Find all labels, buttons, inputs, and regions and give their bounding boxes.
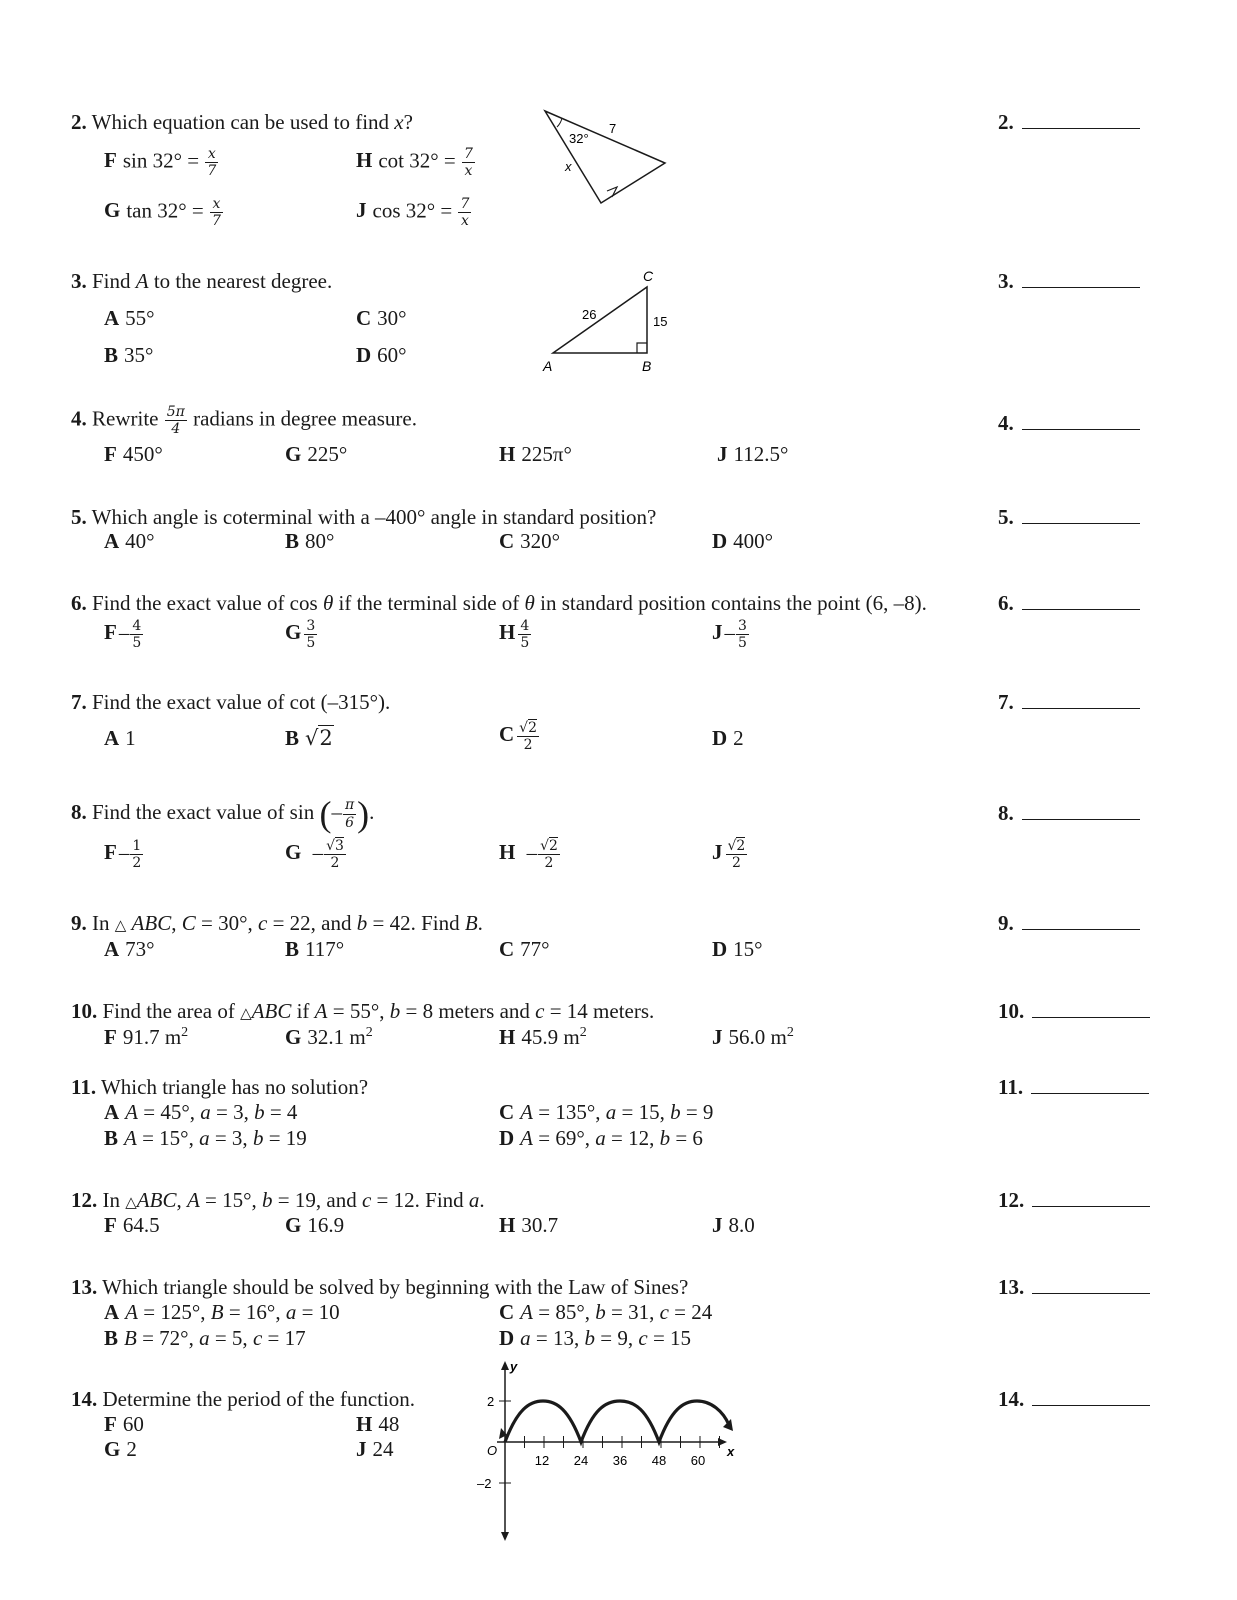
q6-option-h[interactable]: H $\frac{4}{5}$ — [499, 618, 530, 652]
question-11-stem: 11. Which triangle has no solution? — [71, 1075, 369, 1099]
question-12-stem: 12. In △ABC, A = 15°, b = 19, and c = 12. Find a. — [71, 1188, 485, 1212]
right-angle-mark — [637, 343, 647, 353]
answer-blank-5[interactable]: 5. — [998, 507, 1140, 528]
vertex-a-label: A — [543, 358, 553, 374]
q14-option-j[interactable]: J 24 — [356, 1437, 394, 1461]
y-label-neg2: –2 — [477, 1476, 492, 1491]
x-tick-label: 36 — [612, 1453, 628, 1468]
option-text: sin 32° = — [122, 148, 200, 173]
q4-option-h[interactable]: H 225π° — [499, 442, 572, 466]
q7-option-d[interactable]: D 2 — [712, 726, 744, 750]
question-4-stem: 4. Rewrite $\frac{5\pi}{4}$ radians in degree measure. — [71, 404, 417, 438]
q8-option-f[interactable]: F– $\frac{1}{2}$ — [104, 838, 142, 872]
question-7-stem: 7. Find the exact value of cot (–315°). — [71, 690, 391, 714]
answer-blank-9[interactable]: 9. — [998, 913, 1140, 934]
q2-option-h[interactable] — [356, 146, 476, 179]
q12-option-g[interactable]: G 16.9 — [285, 1213, 345, 1237]
q14-graph — [465, 1355, 755, 1545]
question-13-stem: 13. Which triangle should be solved by beginning with the Law of Sines? — [71, 1275, 689, 1299]
answer-blank-12[interactable]: 12. — [998, 1190, 1150, 1211]
q3-option-d[interactable]: D 60° — [356, 343, 407, 367]
q6-option-f[interactable]: F– $\frac{4}{5}$ — [104, 618, 142, 652]
option-letter: H — [356, 148, 373, 173]
y-axis-label: y — [510, 1359, 518, 1374]
option-letter: G — [104, 198, 121, 223]
answer-blank-10[interactable]: 10. — [998, 1001, 1150, 1022]
q2-option-g[interactable] — [104, 196, 224, 229]
x-tick-label: 60 — [690, 1453, 706, 1468]
q3-option-b[interactable]: B 35° — [104, 343, 154, 367]
triangle-outline — [553, 287, 647, 353]
q7-option-a[interactable]: A 1 — [104, 726, 136, 750]
q11-option-b[interactable]: B A = 15°, a = 3, b = 19 — [104, 1126, 307, 1150]
x-tick-label: 24 — [573, 1453, 589, 1468]
question-3-stem: 3. Find A to the nearest degree. — [71, 269, 333, 293]
hypotenuse-label: 26 — [582, 307, 597, 322]
answer-blank-7[interactable]: 7. — [998, 692, 1140, 713]
question-6-stem: 6. Find the exact value of cos θ if the terminal side of θ in standard position contains the point (6, –8). — [71, 591, 927, 615]
answer-blank-14[interactable]: 14. — [998, 1389, 1150, 1410]
q9-option-b[interactable]: B 117° — [285, 937, 345, 961]
question-9-stem: 9. In △ ABC, C = 30°, c = 22, and b = 42. Find B. — [71, 911, 483, 935]
option-text: cot 32° = — [378, 148, 456, 173]
q8-option-h[interactable]: H – $\frac{√2}{2}$ — [499, 838, 558, 872]
q10-option-f[interactable]: F 91.7 $m^2$ — [104, 1025, 189, 1049]
q12-option-h[interactable]: H 30.7 — [499, 1213, 559, 1237]
q4-option-j[interactable]: J 112.5° — [717, 442, 789, 466]
answer-blank-2[interactable]: 2. — [998, 112, 1140, 133]
stem-text: Which equation can be used to find — [91, 110, 395, 134]
q10-option-h[interactable]: H 45.9 $m^2$ — [499, 1025, 587, 1049]
variable: x — [394, 110, 404, 134]
q4-option-g[interactable]: G 225° — [285, 442, 348, 466]
leg-label: 15 — [653, 314, 668, 329]
q3-triangle-figure — [535, 266, 675, 376]
q3-option-c[interactable]: C 30° — [356, 306, 407, 330]
hypotenuse-label: 7 — [609, 121, 617, 136]
y-label-2: 2 — [487, 1394, 495, 1409]
answer-blank-13[interactable]: 13. — [998, 1277, 1150, 1298]
q14-option-f[interactable]: F 60 — [104, 1412, 144, 1436]
q7-option-b[interactable]: B √2 — [285, 726, 333, 750]
answer-blank-4[interactable]: 4. — [998, 413, 1140, 434]
option-letter: J — [356, 198, 367, 223]
triangle-outline — [545, 111, 665, 203]
answer-blank-3[interactable]: 3. — [998, 271, 1140, 292]
q7-option-c[interactable]: C $\frac{√2}{2}$ — [499, 720, 538, 754]
q8-option-g[interactable]: G – $\frac{√3}{2}$ — [285, 838, 344, 872]
fraction: $\frac{x}{7}$ — [207, 146, 217, 180]
q5-option-b[interactable]: B 80° — [285, 529, 335, 553]
q10-option-j[interactable]: J 56.0 $m^2$ — [712, 1025, 794, 1049]
q2-option-j[interactable] — [356, 196, 472, 229]
y-axis-arrow-up — [501, 1361, 509, 1370]
q13-option-b[interactable]: B B = 72°, a = 5, c = 17 — [104, 1326, 306, 1350]
q5-option-c[interactable]: C 320° — [499, 529, 561, 553]
question-number: 2. — [71, 110, 87, 134]
x-tick-labels — [535, 1453, 705, 1468]
q10-option-g[interactable]: G 32.1 $m^2$ — [285, 1025, 373, 1049]
question-5-stem: 5. Which angle is coterminal with a –400° angle in standard position? — [71, 505, 657, 529]
q9-option-c[interactable]: C 77° — [499, 937, 550, 961]
q2-option-f[interactable] — [104, 146, 219, 179]
origin-label: O — [487, 1443, 498, 1458]
x-tick-label: 12 — [534, 1453, 550, 1468]
answer-blank-6[interactable]: 6. — [998, 593, 1140, 614]
q12-option-f[interactable]: F 64.5 — [104, 1213, 160, 1237]
q14-option-h[interactable]: H 48 — [356, 1412, 400, 1436]
y-axis-arrow-down — [501, 1532, 509, 1541]
q11-option-c[interactable]: C A = 135°, a = 15, b = 9 — [499, 1100, 714, 1124]
q13-option-c[interactable]: C A = 85°, b = 31, c = 24 — [499, 1300, 713, 1324]
fraction: $\frac{5\pi}{4}$ — [166, 404, 185, 438]
q13-option-d[interactable]: D a = 13, b = 9, c = 15 — [499, 1326, 692, 1350]
q11-option-d[interactable]: D A = 69°, a = 12, b = 6 — [499, 1126, 703, 1150]
question-2-stem — [71, 112, 413, 133]
q5-option-d[interactable]: D 400° — [712, 529, 774, 553]
q9-option-a[interactable]: A 73° — [104, 937, 155, 961]
q2-triangle-figure — [535, 105, 675, 215]
q11-option-a[interactable]: A A = 45°, a = 3, b = 4 — [104, 1100, 298, 1124]
answer-blank-8[interactable]: 8. — [998, 803, 1140, 824]
vertex-c-label: C — [643, 268, 654, 284]
question-10-stem: 10. Find the area of △ABC if A = 55°, b = 8 meters and c = 14 meters. — [71, 999, 655, 1023]
q3-option-a[interactable]: A 55° — [104, 306, 155, 330]
function-curve — [505, 1401, 729, 1442]
q6-option-j[interactable]: J– $\frac{3}{5}$ — [712, 618, 747, 652]
side-label: x — [565, 159, 572, 174]
q13-option-a[interactable]: A A = 125°, B = 16°, a = 10 — [104, 1300, 340, 1324]
q5-option-a[interactable]: A 40° — [104, 529, 155, 553]
q4-option-f[interactable]: F 450° — [104, 442, 163, 466]
vertex-b-label: B — [642, 358, 652, 374]
x-axis-label: x — [727, 1444, 735, 1459]
fraction: $\frac{x}{7}$ — [212, 196, 221, 230]
q14-option-g[interactable]: G 2 — [104, 1437, 137, 1461]
fraction: $\frac{7}{x}$ — [464, 146, 473, 180]
option-text: tan 32° = — [126, 198, 204, 223]
x-tick-label: 48 — [651, 1453, 667, 1468]
angle-arc — [557, 118, 562, 127]
stem-end: ? — [403, 110, 413, 134]
q9-option-d[interactable]: D 15° — [712, 937, 763, 961]
option-letter: F — [104, 148, 117, 173]
fraction: $\frac{7}{x}$ — [460, 196, 470, 230]
question-14-stem: 14. Determine the period of the function. — [71, 1387, 416, 1411]
answer-blank-11[interactable]: 11. — [998, 1077, 1149, 1098]
sqrt: √2 — [305, 726, 333, 750]
q6-option-g[interactable]: G $\frac{3}{5}$ — [285, 618, 316, 652]
option-text: cos 32° = — [372, 198, 453, 223]
angle-label: 32° — [569, 131, 589, 146]
q12-option-j[interactable]: J 8.0 — [712, 1213, 755, 1237]
q8-option-j[interactable]: J $\frac{√2}{2}$ — [712, 838, 746, 872]
question-8-stem: 8. Find the exact value of sin (– $\frac{\pi}{6}$ ). — [71, 794, 375, 834]
